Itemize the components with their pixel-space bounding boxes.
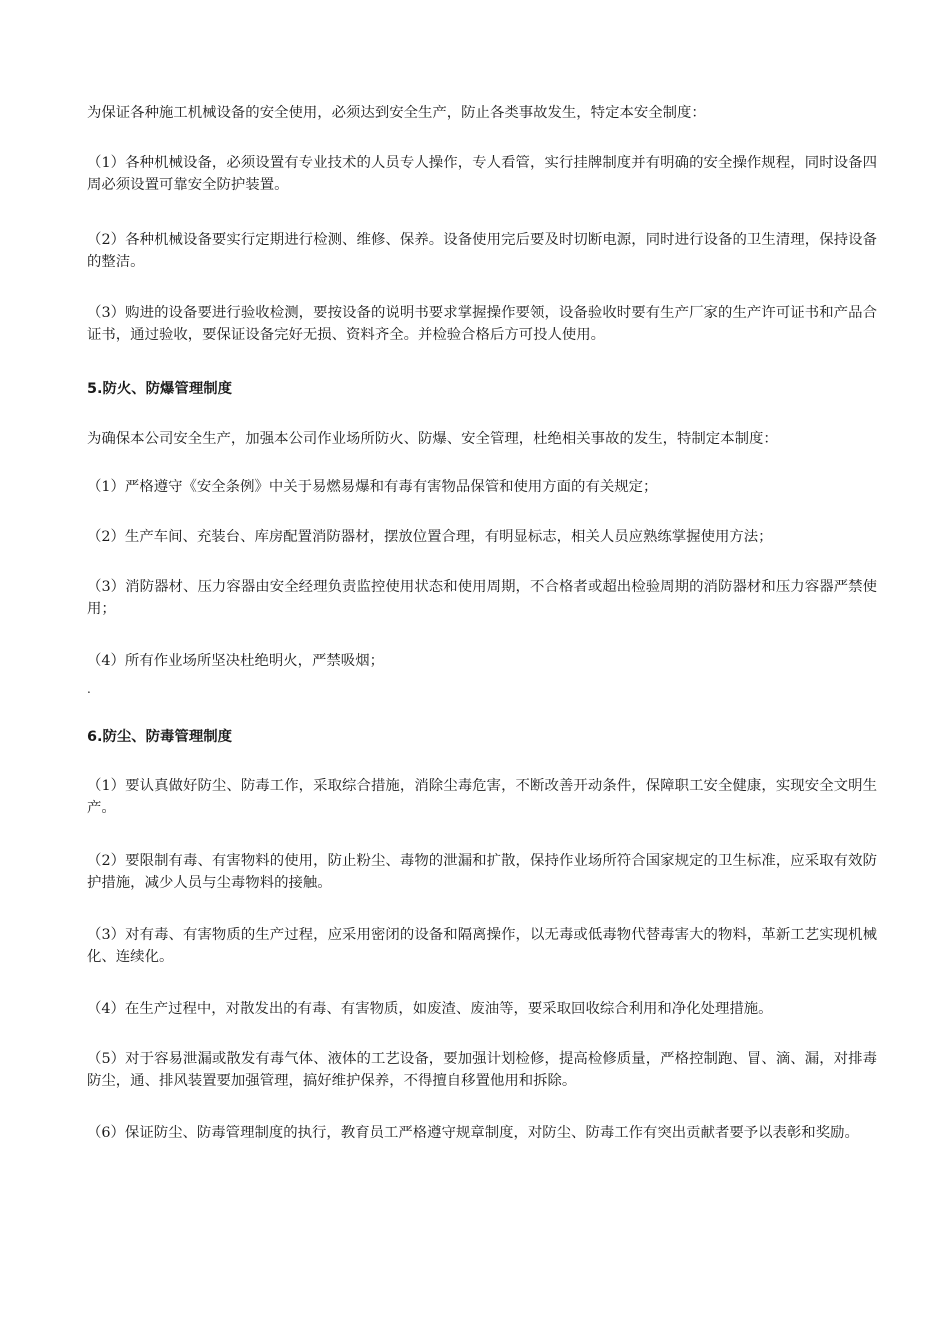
intro-paragraph: 为保证各种施工机械设备的安全使用，必须达到安全生产，防止各类事故发生，特定本安全制度： — [87, 105, 706, 121]
machine-item-2: （2）各种机械设备要实行定期进行检测、维修、保养。设备使用完后要及时切断电源，同时进行设备的卫生清理，保持设备的整洁。 — [87, 232, 877, 270]
section5-intro: 为确保本公司安全生产，加强本公司作业场所防火、防爆、安全管理，杜绝相关事故的发生，特制定本制度： — [87, 431, 778, 447]
section6-item-3: （3）对有毒、有害物质的生产过程，应采用密闭的设备和隔离操作，以无毒或低毒物代替毒害大的物料，革新工艺实现机械化、连续化。 — [87, 927, 877, 965]
section6-heading: 6.防尘、防毒管理制度 — [87, 729, 232, 745]
section6-item-1: （1）要认真做好防尘、防毒工作，采取综合措施，消除尘毒危害，不断改善开动条件，保障职工安全健康，实现安全文明生产。 — [87, 778, 877, 816]
section5-item-1: （1）严格遵守《安全条例》中关于易燃易爆和有毒有害物品保管和使用方面的有关规定； — [87, 479, 658, 495]
section5-item-4: （4）所有作业场所坚决杜绝明火，严禁吸烟； — [87, 653, 384, 669]
section5-item-3: （3）消防器材、压力容器由安全经理负责监控使用状态和使用周期，不合格者或超出检验周期的消防器材和压力容器严禁使用； — [87, 579, 877, 617]
machine-item-1: （1）各种机械设备，必须设置有专业技术的人员专人操作，专人看管，实行挂牌制度并有明确的安全操作规程，同时设备四周必须设置可靠安全防护装置。 — [87, 155, 877, 193]
section5-item-2: （2）生产车间、充装台、库房配置消防器材，摆放位置合理，有明显标志，相关人员应熟练掌握使用方法； — [87, 529, 773, 545]
section6-item-4: （4）在生产过程中，对散发出的有毒、有害物质，如废渣、废油等，要采取回收综合利用和净化处理措施。 — [87, 1001, 773, 1017]
section5-heading: 5.防火、防爆管理制度 — [87, 381, 232, 397]
section6-item-6: （6）保证防尘、防毒管理制度的执行，教育员工严格遵守规章制度，对防尘、防毒工作有突出贡献者要予以表彰和奖励。 — [87, 1125, 859, 1141]
section6-item-2: （2）要限制有毒、有害物料的使用，防止粉尘、毒物的泄漏和扩散，保持作业场所符合国家规定的卫生标准，应采取有效防护措施，减少人员与尘毒物料的接触。 — [87, 853, 877, 891]
trailing-dot: . — [87, 682, 91, 696]
section6-item-5: （5）对于容易泄漏或散发有毒气体、液体的工艺设备，要加强计划检修，提高检修质量，严格控制跑、冒、滴、漏，对排毒防尘，通、排风装置要加强管理，搞好维护保养，不得擅自移置他用和拆除。 — [87, 1051, 877, 1089]
machine-item-3: （3）购进的设备要进行验收检测，要按设备的说明书要求掌握操作要领，设备验收时要有生产厂家的生产许可证书和产品合证书，通过验收，要保证设备完好无损、资料齐全。并检验合格后方可投人使用。 — [87, 305, 877, 343]
